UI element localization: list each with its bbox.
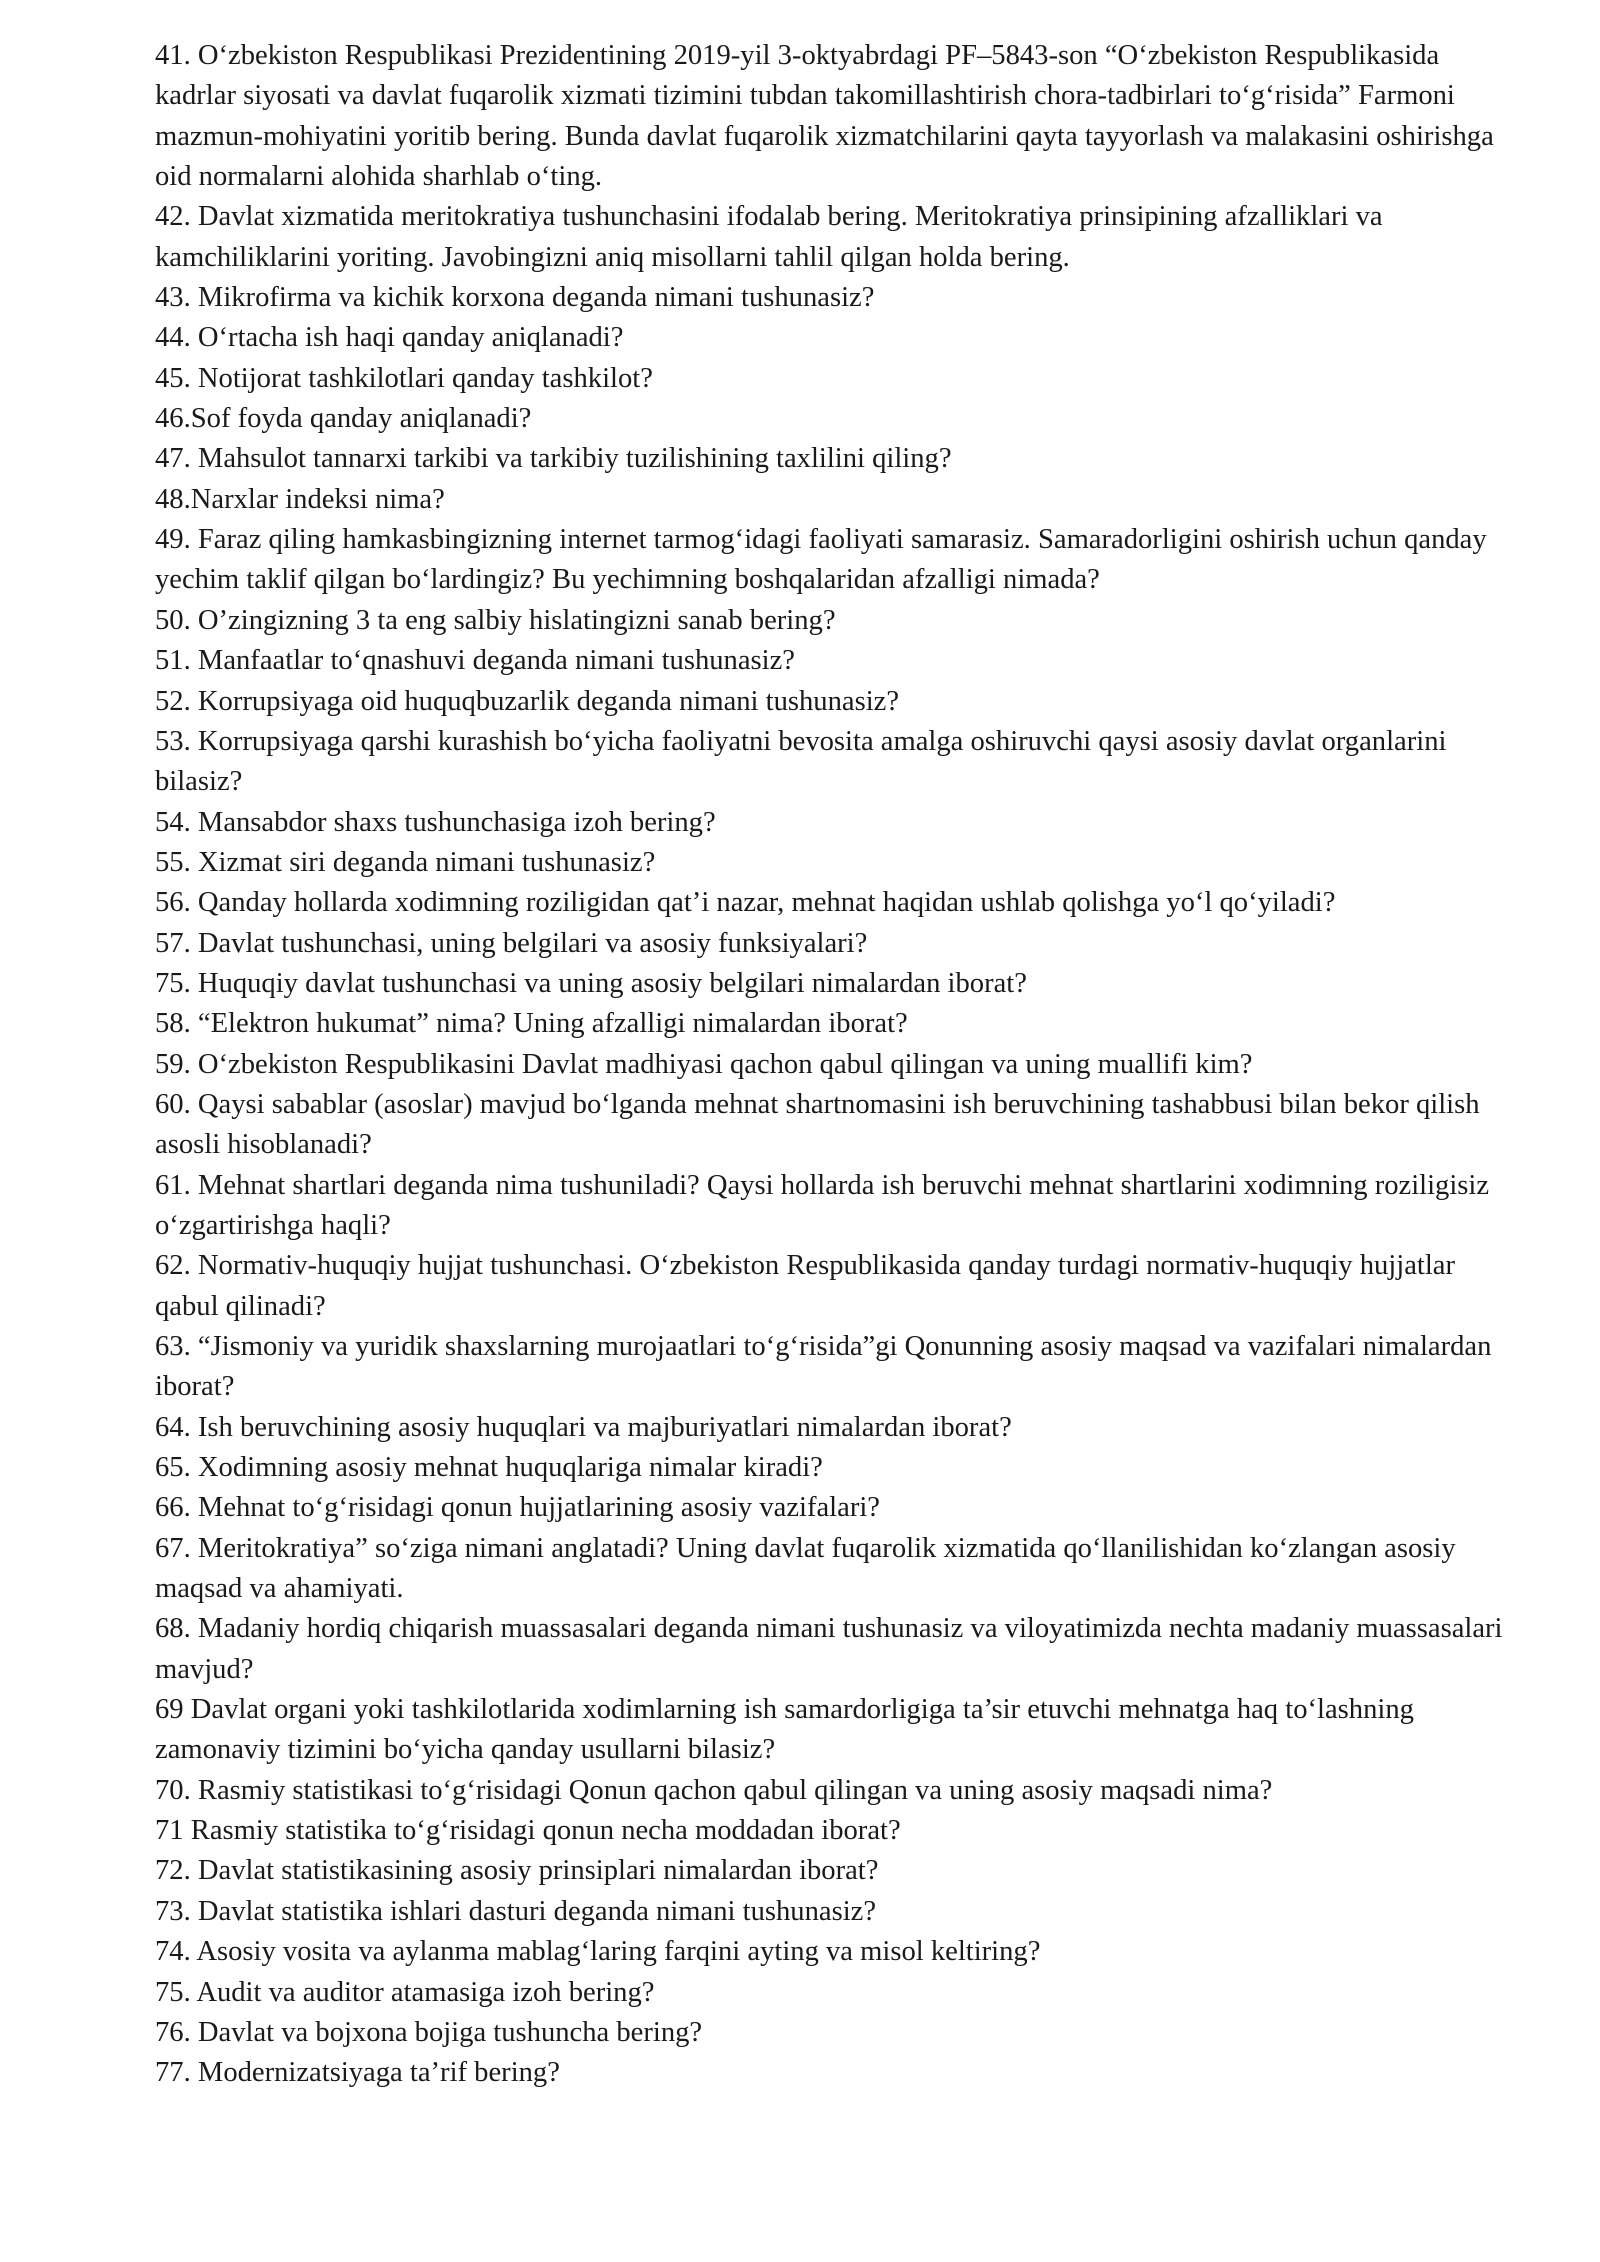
question-57: 57. Davlat tushunchasi, uning belgilari va asosiy funksiyalari? bbox=[155, 927, 868, 959]
question-59: 59. O‘zbekiston Respublikasini Davlat madhiyasi qachon qabul qilingan va uning muallifi kim? bbox=[155, 1048, 1253, 1080]
question-41: 41. O‘zbekiston Respublikasi Prezidentining 2019-yil 3-oktyabrdagi PF–5843-son “O‘zbekiston Respublikasida kadrlar siyosati va davlat fuqarolik xizmati tizimini tubdan takomillashtirish chora-tadbirlari to‘g‘risida” Farmoni mazmun-mohiyatini yoritib bering. Bunda davlat fuqarolik xizmatchilarini qayta tayyorlash va malakasini oshirishga oid normalarni alohida sharhlab o‘ting. bbox=[155, 40, 1494, 193]
question-45: 45. Notijorat tashkilotlari qanday tashkilot? bbox=[155, 362, 653, 394]
question-53: 53. Korrupsiyaga qarshi kurashish bo‘yicha faoliyatni bevosita amalga oshiruvchi qaysi asosiy davlat organlarini bilasiz? bbox=[155, 725, 1447, 798]
question-56: 56. Qanday hollarda xodimning roziligidan qat’i nazar, mehnat haqidan ushlab qolishga yo‘l qo‘yiladi? bbox=[155, 887, 1336, 919]
question-47: 47. Mahsulot tannarxi tarkibi va tarkibiy tuzilishining taxlilini qiling? bbox=[155, 443, 952, 475]
question-75-b: 75. Audit va auditor atamasiga izoh bering? bbox=[155, 1976, 655, 2008]
question-74: 74. Asosiy vosita va aylanma mablag‘laring farqini ayting va misol keltiring? bbox=[155, 1936, 1041, 1968]
question-52: 52. Korrupsiyaga oid huquqbuzarlik deganda nimani tushunasiz? bbox=[155, 685, 900, 717]
question-50: 50. O’zingizning 3 ta eng salbiy hislatingizni sanab bering? bbox=[155, 604, 836, 636]
question-64: 64. Ish beruvchining asosiy huquqlari va majburiyatlari nimalardan iborat? bbox=[155, 1411, 1012, 1443]
question-46: 46.Sof foyda qanday aniqlanadi? bbox=[155, 403, 532, 435]
question-63: 63. “Jismoniy va yuridik shaxslarning murojaatlari to‘g‘risida”gi Qonunning asosiy maqsad va vazifalari nimalardan iborat? bbox=[155, 1331, 1492, 1403]
question-66: 66. Mehnat to‘g‘risidagi qonun hujjatlarining asosiy vazifalari? bbox=[155, 1492, 880, 1524]
question-68: 68. Madaniy hordiq chiqarish muassasalari deganda nimani tushunasiz va viloyatimizda nechta madaniy muassasalari mavjud? bbox=[155, 1613, 1503, 1685]
question-49: 49. Faraz qiling hamkasbingizning internet tarmog‘idagi faoliyati samarasiz. Samaradorligini oshirish uchun qanday yechim taklif qilgan bo‘lardingiz? Bu yechimning boshqalaridan afzalligi nimada? bbox=[155, 524, 1487, 596]
question-69: 69 Davlat organi yoki tashkilotlarida xodimlarning ish samardorligiga ta’sir etuvchi mehnatga haq to‘lashning zamonaviy tizimini bo‘yicha qanday usullarni bilasiz? bbox=[155, 1694, 1414, 1766]
document-page bbox=[155, 36, 1515, 2094]
question-75-a: 75. Huquqiy davlat tushunchasi va uning asosiy belgilari nimalardan iborat? bbox=[155, 967, 1027, 999]
question-70: 70. Rasmiy statistikasi to‘g‘risidagi Qonun qachon qabul qilingan va uning asosiy maqsadi nima? bbox=[155, 1774, 1273, 1806]
question-67: 67. Meritokratiya” so‘ziga nimani anglatadi? Uning davlat fuqarolik xizmatida qo‘llanilishidan ko‘zlangan asosiy maqsad va ahamiyati. bbox=[155, 1532, 1456, 1605]
question-76: 76. Davlat va bojxona bojiga tushuncha bering? bbox=[155, 2016, 703, 2048]
question-77: 77. Modernizatsiyaga ta’rif bering? bbox=[155, 2057, 560, 2089]
question-71: 71 Rasmiy statistika to‘g‘risidagi qonun necha moddadan iborat? bbox=[155, 1815, 901, 1847]
question-65: 65. Xodimning asosiy mehnat huquqlariga nimalar kiradi? bbox=[155, 1452, 823, 1484]
question-60: 60. Qaysi sabablar (asoslar) mavjud bo‘lganda mehnat shartnomasini ish beruvchining tashabbusi bilan bekor qilish asosli hisoblanadi? bbox=[155, 1088, 1480, 1161]
question-72: 72. Davlat statistikasining asosiy prinsiplari nimalardan iborat? bbox=[155, 1855, 879, 1887]
question-54: 54. Mansabdor shaxs tushunchasiga izoh bering? bbox=[155, 806, 716, 838]
question-42: 42. Davlat xizmatida meritokratiya tushunchasini ifodalab bering. Meritokratiya prinsipining afzalliklari va kamchiliklarini yoriting. Javobingizni aniq misollarni tahlil qilgan holda bering. bbox=[155, 201, 1383, 273]
question-48: 48.Narxlar indeksi nima? bbox=[155, 483, 445, 515]
question-51: 51. Manfaatlar to‘qnashuvi deganda nimani tushunasiz? bbox=[155, 645, 795, 677]
question-55: 55. Xizmat siri deganda nimani tushunasiz? bbox=[155, 846, 656, 878]
question-61: 61. Mehnat shartlari deganda nima tushuniladi? Qaysi hollarda ish beruvchi mehnat shartlarini xodimning roziligisiz o‘zgartirishga haqli? bbox=[155, 1169, 1490, 1241]
question-44: 44. O‘rtacha ish haqi qanday aniqlanadi? bbox=[155, 322, 624, 354]
question-43: 43. Mikrofirma va kichik korxona deganda nimani tushunasiz? bbox=[155, 282, 875, 314]
question-62: 62. Normativ-huquqiy hujjat tushunchasi. O‘zbekiston Respublikasida qanday turdagi normativ-huquqiy hujjatlar qabul qilinadi? bbox=[155, 1250, 1455, 1322]
question-58: 58. “Elektron hukumat” nima? Uning afzalligi nimalardan iborat? bbox=[155, 1008, 908, 1040]
question-73: 73. Davlat statistika ishlari dasturi deganda nimani tushunasiz? bbox=[155, 1895, 877, 1927]
